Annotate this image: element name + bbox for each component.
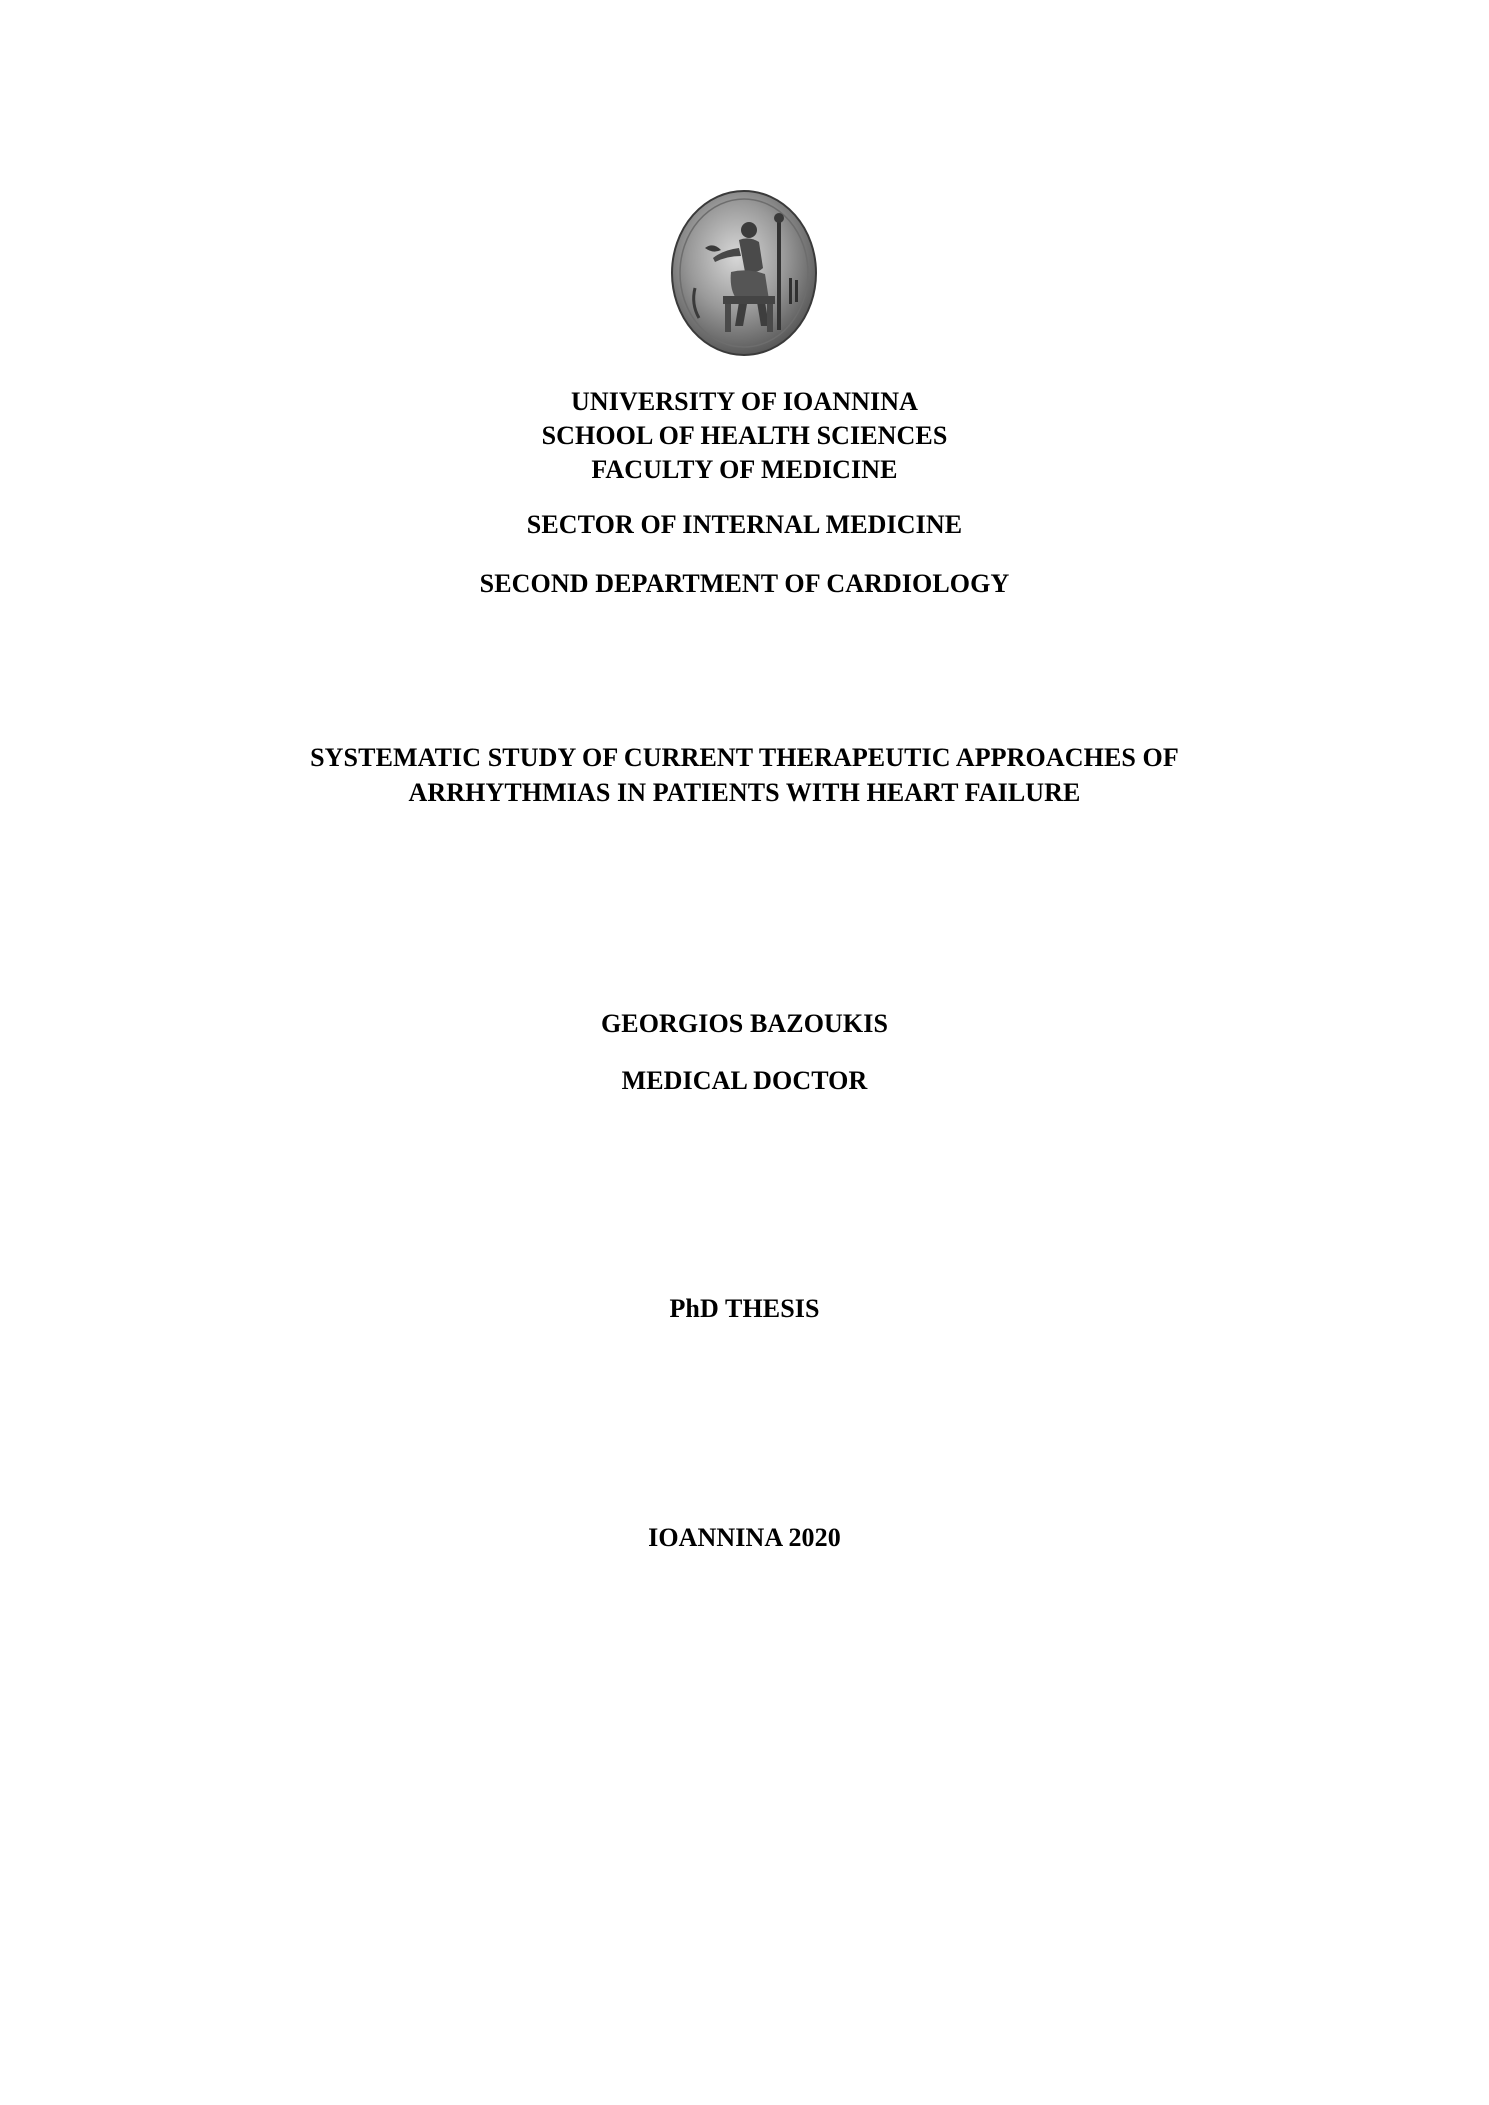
faculty-name: FACULTY OF MEDICINE bbox=[591, 455, 898, 484]
place-and-year: IOANNINA 2020 bbox=[648, 1523, 841, 1552]
thesis-type: PhD THESIS bbox=[669, 1294, 820, 1323]
university-name: UNIVERSITY OF IOANNINA bbox=[571, 387, 918, 416]
thesis-title-line-2: ARRHYTHMIAS IN PATIENTS WITH HEART FAILURE bbox=[408, 778, 1081, 807]
sector-name: SECTOR OF INTERNAL MEDICINE bbox=[526, 510, 963, 539]
author-degree: MEDICAL DOCTOR bbox=[621, 1066, 868, 1095]
thesis-title-line-1: SYSTEMATIC STUDY OF CURRENT THERAPEUTIC APPROACHES OF bbox=[310, 743, 1179, 772]
university-seal-icon bbox=[669, 188, 819, 358]
author-name: GEORGIOS BAZOUKIS bbox=[600, 1009, 889, 1038]
school-name: SCHOOL OF HEALTH SCIENCES bbox=[541, 421, 948, 450]
department-name: SECOND DEPARTMENT OF CARDIOLOGY bbox=[479, 569, 1010, 598]
